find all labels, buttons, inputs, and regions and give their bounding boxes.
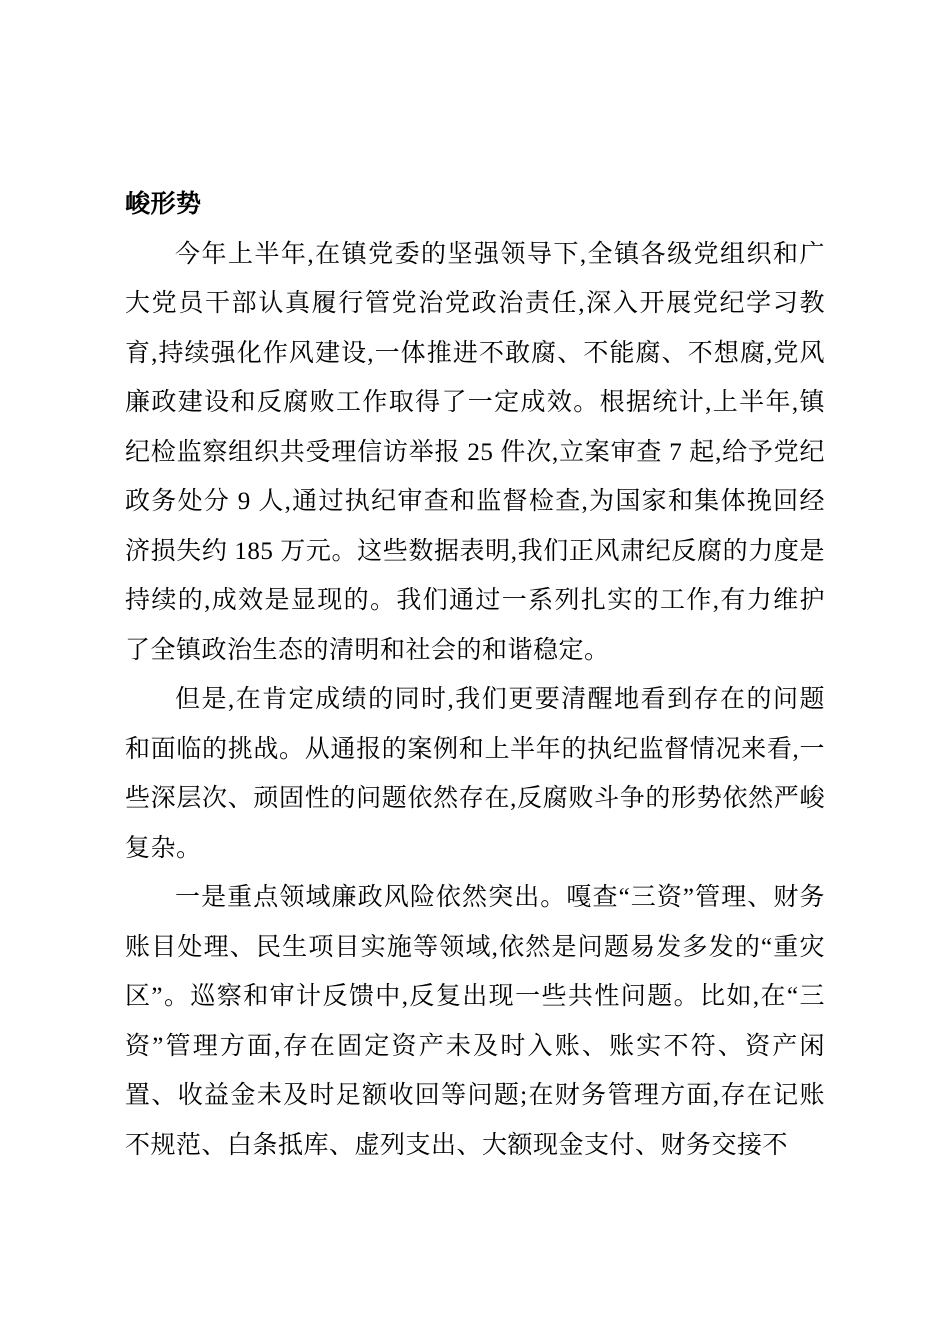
document-content: [125, 180, 825, 1170]
paragraph-work-summary: 今年上半年,在镇党委的坚强领导下,全镇各级党组织和广大党员干部认真履行管党治党政治责任,深入开展党纪学习教育,持续强化作风建设,一体推进不敢腐、不能腐、不想腐,党风廉政建设和反腐败工作取得了一定成效。根据统计,上半年,镇纪检监察组织共受理信访举报 25 件次,立案审查 7 起,给予党纪政务处分 9 人,通过执纪审查和监督检查,为国家和集体挽回经济损失约 185 万元。这些数据表明,我们正风肃纪反腐的力度是持续的,成效是显现的。我们通过一系列扎实的工作,有力维护了全镇政治生态的清明和社会的和谐稳定。: [125, 240, 825, 664]
section-heading-fragment: 峻形势: [125, 191, 202, 218]
paragraph-key-risk-areas: 一是重点领域廉政风险依然突出。嘎查“三资”管理、财务账目处理、民生项目实施等领域,依然是问题易发多发的“重灾区”。巡察和审计反馈中,反复出现一些共性问题。比如,在“三资”管理方面,存在固定资产未及时入账、账实不符、资产闲置、收益金未及时足额收回等问题;在财务管理方面,存在记账不规范、白条抵库、虚列支出、大额现金支付、财务交接不: [125, 884, 825, 1159]
paragraph-problems-overview: 但是,在肯定成绩的同时,我们更要清醒地看到存在的问题和面临的挑战。从通报的案例和上半年的执纪监督情况来看,一些深层次、顽固性的问题依然存在,反腐败斗争的形势依然严峻复杂。: [125, 686, 825, 862]
